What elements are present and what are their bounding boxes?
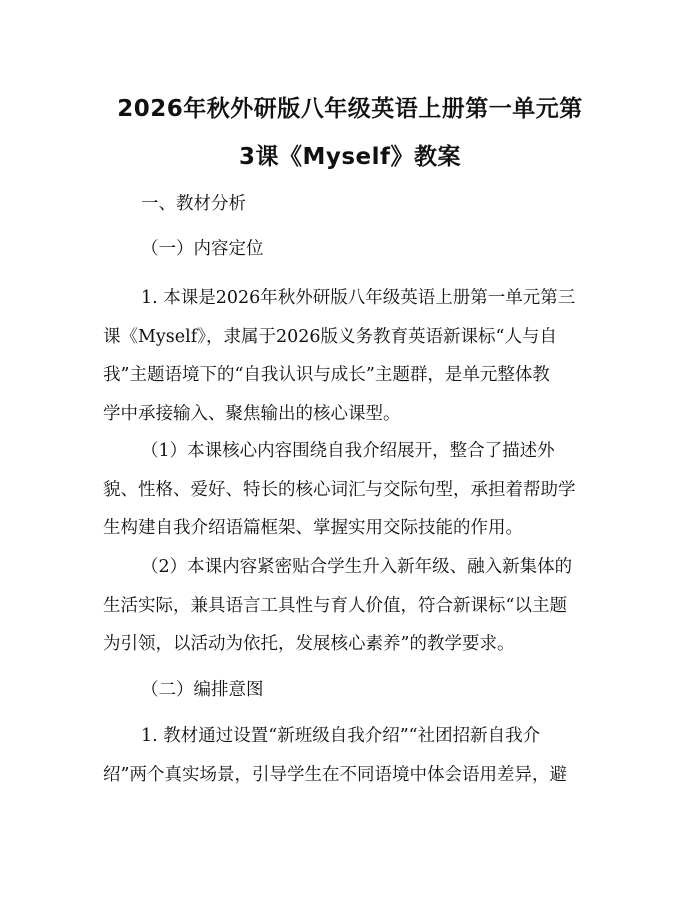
paragraph-2 [103,443,597,559]
paragraph-4-line-1: 1. 教材通过设置“新班级自我介绍”“社团招新自我介 [141,726,541,746]
paragraph-3-line-3: 为引领，以活动为依托，发展核心素养”的教学要求。 [103,634,515,654]
paragraph-1-line-4: 学中承接输入、聚焦输出的核心课型。 [103,403,401,424]
paragraph-4 [103,728,597,805]
document-title-line-2: 3课《Myself》教案 [238,144,462,170]
subsection-heading-content-positioning: （一）内容定位 [141,239,264,259]
paragraph-3 [103,559,597,675]
paragraph-1-line-3: 我”主题语境下的“自我认识与成长”主题群，是单元整体教 [103,365,550,385]
document-title-line-1: 2026年秋外研版八年级英语上册第一单元第 [117,96,583,122]
subsection-heading-arrangement-intent: （二）编排意图 [141,680,264,700]
paragraph-3-line-1: （2）本课内容紧密贴合学生升入新年级、融入新集体的 [141,557,573,577]
paragraph-2-line-1: （1）本课核心内容围绕自我介绍展开，整合了描述外 [141,441,555,461]
paragraph-3-line-2: 生活实际，兼具语言工具性与育人价值，符合新课标“以主题 [103,595,567,616]
paragraph-1 [103,290,597,444]
paragraph-1-line-2: 课《Myself》，隶属于2026版义务教育英语新课标“人与自 [103,326,557,347]
section-heading-textbook-analysis: 一、教材分析 [141,194,246,214]
paragraph-2-line-2: 貌、性格、爱好、特长的核心词汇与交际句型，承担着帮助学 [103,479,576,500]
paragraph-2-line-3: 生构建自我介绍语篇框架、掌握实用交际技能的作用。 [103,518,523,538]
paragraph-1-line-1: 1. 本课是2026年秋外研版八年级英语上册第一单元第三 [141,288,576,308]
paragraph-4-line-2: 绍”两个真实场景，引导学生在不同语境中体会语用差异，避 [103,764,567,785]
